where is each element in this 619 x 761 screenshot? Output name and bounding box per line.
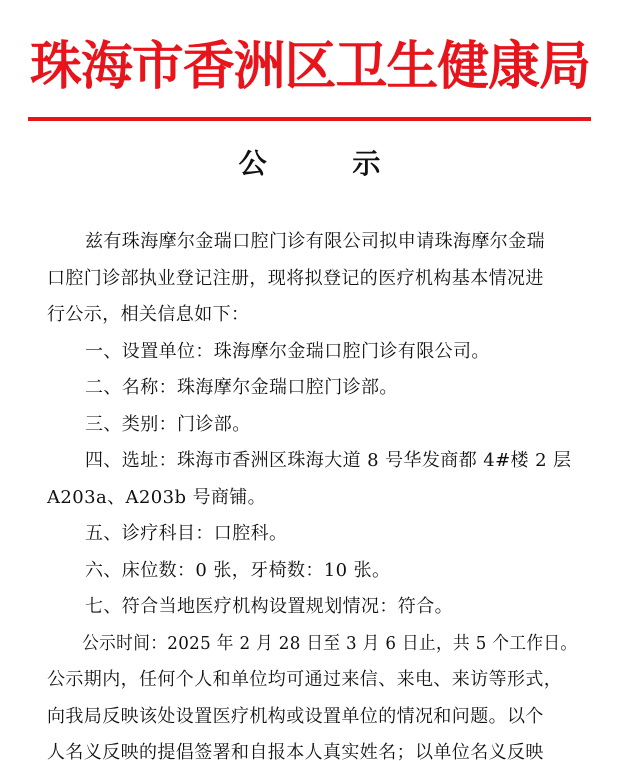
body-line: 一、设置单位：珠海摩尔金瑞口腔门诊有限公司。 <box>85 340 490 362</box>
body-line: 七、符合当地医疗机构设置规划情况：符合。 <box>85 596 453 617</box>
body-line: 二、名称：珠海摩尔金瑞口腔门诊部。 <box>85 377 398 398</box>
letterhead-red-rule <box>28 117 591 121</box>
body-line: 四、选址：珠海市香洲区珠海大道 8 号华发商都 4#楼 2 层 <box>85 450 572 471</box>
body-line: 行公示，相关信息如下： <box>47 304 250 325</box>
body-line: 六、床位数：0 张，牙椅数：10 张。 <box>85 559 391 581</box>
body-line: 公示时间：2025 年 2 月 28 日至 3 月 6 日止，共 5 个工作日。 <box>82 632 578 654</box>
body-line: 口腔门诊部执业登记注册，现将拟登记的医疗机构基本情况进 <box>47 267 544 289</box>
agency-letterhead-title: 珠海市香洲区卫生健康局 <box>30 36 591 97</box>
body-line: 五、诊疗科目：口腔科。 <box>85 523 288 544</box>
body-line: 兹有珠海摩尔金瑞口腔门诊有限公司拟申请珠海摩尔金瑞 <box>85 231 545 252</box>
notice-title: 公 示 <box>238 147 419 180</box>
body-line: 公示期内，任何个人和单位均可通过来信、来电、来访等形式， <box>47 669 563 690</box>
body-line: 向我局反映该处设置医疗机构或设置单位的情况和问题。以个 <box>47 705 544 727</box>
body-line: 三、类别：门诊部。 <box>85 413 251 435</box>
body-line: 人名义反映的提倡签署和自报本人真实姓名；以单位名义反映 <box>47 742 544 761</box>
notice-body <box>47 224 577 761</box>
body-line: A203a、A203b 号商铺。 <box>47 486 267 508</box>
